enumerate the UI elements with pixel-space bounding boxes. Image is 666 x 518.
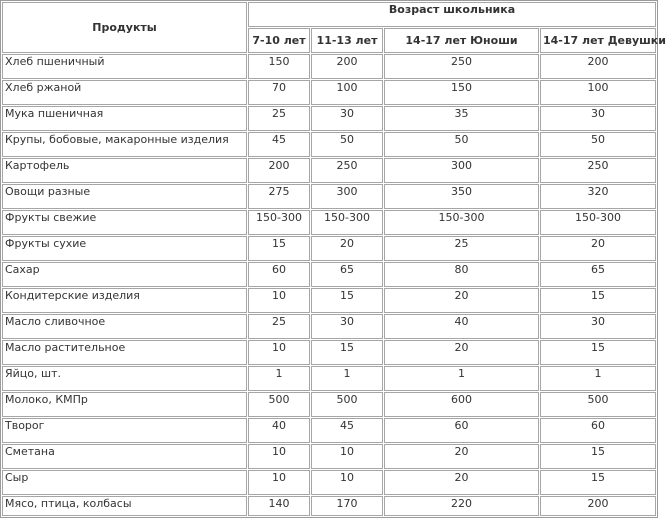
norm-value-cell: 40 (248, 418, 310, 443)
product-name-cell: Масло растительное (2, 340, 247, 365)
norm-value-cell: 10 (311, 444, 383, 469)
norm-value-cell: 15 (311, 288, 383, 313)
table-row (2, 106, 656, 131)
norm-value-cell: 60 (248, 262, 310, 287)
table-row (2, 210, 656, 235)
norm-value-cell: 200 (311, 54, 383, 79)
norm-value-cell: 200 (540, 54, 656, 79)
product-name-cell: Кондитерские изделия (2, 288, 247, 313)
norm-value-cell: 15 (540, 340, 656, 365)
norm-value-cell: 30 (311, 106, 383, 131)
norm-value-cell: 25 (248, 314, 310, 339)
norm-value-cell: 275 (248, 184, 310, 209)
norm-value-cell: 10 (248, 340, 310, 365)
product-name-cell: Сметана (2, 444, 247, 469)
norm-value-cell: 100 (311, 80, 383, 105)
table-row (2, 496, 656, 516)
norm-value-cell: 250 (540, 158, 656, 183)
product-name-cell: Хлеб пшеничный (2, 54, 247, 79)
norm-value-cell: 100 (540, 80, 656, 105)
norm-value-cell: 1 (384, 366, 539, 391)
table-row (2, 470, 656, 495)
table-row (2, 366, 656, 391)
column-header-products: Продукты (2, 2, 247, 53)
norm-value-cell: 15 (248, 236, 310, 261)
table-row (2, 158, 656, 183)
norm-value-cell: 20 (384, 444, 539, 469)
product-name-cell: Творог (2, 418, 247, 443)
product-name-cell: Мясо, птица, колбасы (2, 496, 247, 516)
norm-value-cell: 20 (311, 236, 383, 261)
norm-value-cell: 300 (311, 184, 383, 209)
column-header-age-14-17-girls: 14-17 лет Девушки (540, 28, 656, 53)
table-body (2, 54, 656, 516)
norm-value-cell: 50 (540, 132, 656, 157)
norm-value-cell: 35 (384, 106, 539, 131)
table-row (2, 236, 656, 261)
norm-value-cell: 50 (311, 132, 383, 157)
table-row (2, 80, 656, 105)
norm-value-cell: 150-300 (311, 210, 383, 235)
norm-value-cell: 320 (540, 184, 656, 209)
norm-value-cell: 250 (311, 158, 383, 183)
norm-value-cell: 10 (248, 470, 310, 495)
norm-value-cell: 150 (384, 80, 539, 105)
column-group-header-age: Возраст школьника (248, 2, 656, 27)
norm-value-cell: 20 (384, 340, 539, 365)
norm-value-cell: 10 (311, 470, 383, 495)
norm-value-cell: 70 (248, 80, 310, 105)
norm-value-cell: 50 (384, 132, 539, 157)
norm-value-cell: 10 (248, 444, 310, 469)
norm-value-cell: 80 (384, 262, 539, 287)
norm-value-cell: 40 (384, 314, 539, 339)
norm-value-cell: 30 (311, 314, 383, 339)
norm-value-cell: 200 (248, 158, 310, 183)
header-row-top (2, 2, 656, 27)
table-row (2, 444, 656, 469)
norm-value-cell: 10 (248, 288, 310, 313)
norm-value-cell: 1 (311, 366, 383, 391)
table-row (2, 314, 656, 339)
norm-value-cell: 1 (540, 366, 656, 391)
product-name-cell: Молоко, КМПр (2, 392, 247, 417)
norm-value-cell: 600 (384, 392, 539, 417)
norm-value-cell: 500 (540, 392, 656, 417)
norm-value-cell: 45 (248, 132, 310, 157)
product-name-cell: Яйцо, шт. (2, 366, 247, 391)
product-name-cell: Фрукты сухие (2, 236, 247, 261)
norm-value-cell: 60 (384, 418, 539, 443)
norm-value-cell: 250 (384, 54, 539, 79)
norm-value-cell: 1 (248, 366, 310, 391)
norm-value-cell: 25 (384, 236, 539, 261)
norm-value-cell: 150-300 (540, 210, 656, 235)
norm-value-cell: 20 (540, 236, 656, 261)
column-header-age-14-17-boys: 14-17 лет Юноши (384, 28, 539, 53)
table-row (2, 184, 656, 209)
norm-value-cell: 220 (384, 496, 539, 516)
norm-value-cell: 150-300 (384, 210, 539, 235)
norm-value-cell: 500 (311, 392, 383, 417)
norm-value-cell: 500 (248, 392, 310, 417)
table-row (2, 54, 656, 79)
table-row (2, 262, 656, 287)
norm-value-cell: 30 (540, 106, 656, 131)
table-row (2, 418, 656, 443)
product-name-cell: Мука пшеничная (2, 106, 247, 131)
norm-value-cell: 60 (540, 418, 656, 443)
column-header-age-11-13: 11-13 лет (311, 28, 383, 53)
norm-value-cell: 65 (311, 262, 383, 287)
norm-value-cell: 140 (248, 496, 310, 516)
norm-value-cell: 25 (248, 106, 310, 131)
norm-value-cell: 300 (384, 158, 539, 183)
product-name-cell: Овощи разные (2, 184, 247, 209)
norm-value-cell: 150 (248, 54, 310, 79)
norm-value-cell: 200 (540, 496, 656, 516)
norm-value-cell: 15 (311, 340, 383, 365)
product-name-cell: Хлеб ржаной (2, 80, 247, 105)
column-header-age-7-10: 7-10 лет (248, 28, 310, 53)
product-name-cell: Фрукты свежие (2, 210, 247, 235)
norm-value-cell: 65 (540, 262, 656, 287)
table-row (2, 340, 656, 365)
norm-value-cell: 20 (384, 288, 539, 313)
norm-value-cell: 15 (540, 444, 656, 469)
norm-value-cell: 170 (311, 496, 383, 516)
product-name-cell: Картофель (2, 158, 247, 183)
product-name-cell: Сахар (2, 262, 247, 287)
product-name-cell: Крупы, бобовые, макаронные изделия (2, 132, 247, 157)
norm-value-cell: 350 (384, 184, 539, 209)
norm-value-cell: 45 (311, 418, 383, 443)
product-name-cell: Масло сливочное (2, 314, 247, 339)
product-name-cell: Сыр (2, 470, 247, 495)
norm-value-cell: 15 (540, 470, 656, 495)
norm-value-cell: 30 (540, 314, 656, 339)
table-row (2, 132, 656, 157)
table-row (2, 392, 656, 417)
norm-value-cell: 150-300 (248, 210, 310, 235)
norm-value-cell: 15 (540, 288, 656, 313)
norm-value-cell: 20 (384, 470, 539, 495)
table-row (2, 288, 656, 313)
